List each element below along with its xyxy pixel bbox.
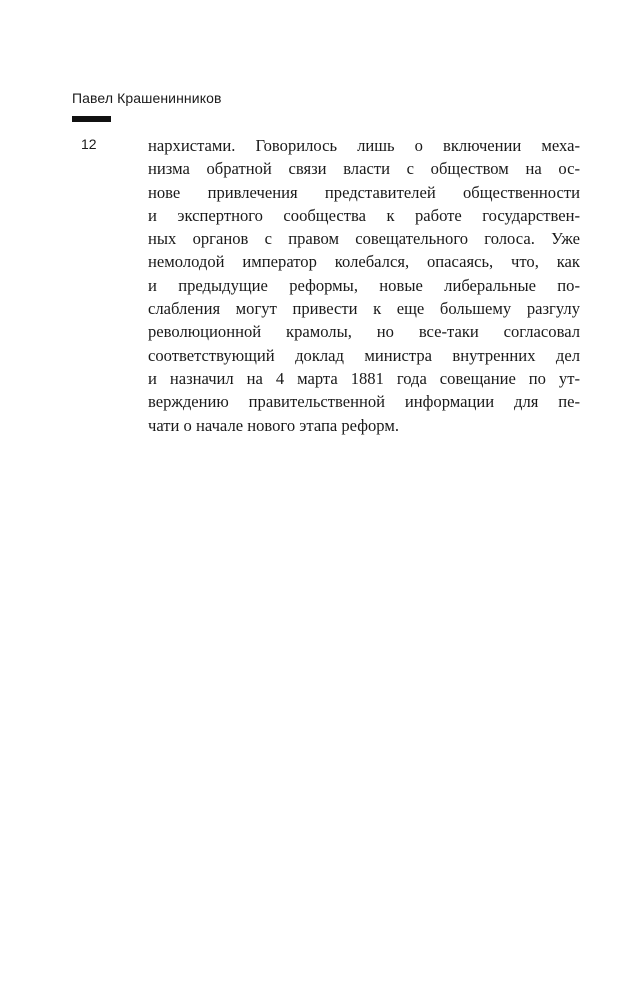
text-line: нове привлечения представителей общественности [148,182,580,202]
text-line: ных органов с правом совещательного голоса. Уже [148,229,580,249]
text-line: слабления могут привести к еще большему разгулу [148,299,580,319]
header-rule [72,116,111,122]
text-line: и назначил на 4 марта 1881 года совещание по ут- [148,368,580,388]
text-line: немолодой император колебался, опасаясь, что, как [148,252,580,272]
text-line: верждению правительственной информации для пе- [148,392,580,412]
text-line: низма обратной связи власти с обществом на ос- [148,159,580,179]
text-line: соответствующий доклад министра внутренних дел [148,345,580,365]
page-number: 12 [81,136,97,152]
body-paragraph [148,134,580,437]
text-line: и предыдущие реформы, новые либеральные по- [148,275,580,295]
running-head-author: Павел Крашенинников [72,90,222,106]
text-line: нархистами. Говорилось лишь о включении меха- [148,136,580,155]
text-line: чати о начале нового этапа реформ. [148,415,399,435]
text-line: и экспертного сообщества к работе государствен- [148,205,580,225]
text-line: революционной крамолы, но все-таки согласовал [148,322,580,342]
